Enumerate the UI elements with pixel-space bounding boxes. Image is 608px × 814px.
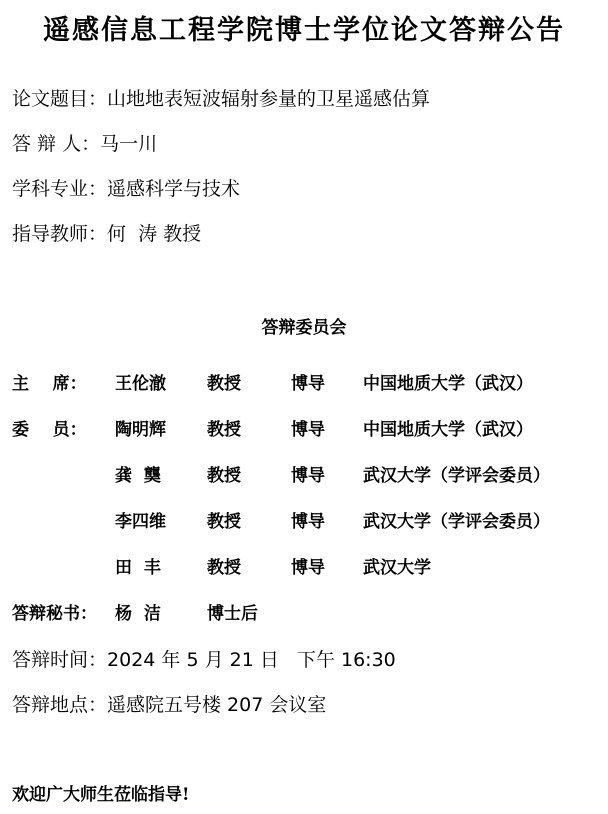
major-row (12, 174, 240, 201)
chair-label: 主 席： (12, 374, 87, 394)
candidate-label: 答 辩 人： (12, 133, 101, 155)
defense-location-row (12, 690, 326, 717)
member-institution: 武汉大学（学评会委员） (363, 512, 550, 532)
member-label: 委 员： (12, 420, 87, 440)
candidate-value: 马一川 (100, 133, 158, 155)
member-institution: 中国地质大学（武汉） (363, 374, 533, 394)
secretary-name: 杨 洁 (115, 604, 161, 624)
thesis-title-label: 论文题目： (12, 88, 108, 110)
advisor-row (12, 219, 201, 246)
member-name: 龚 龑 (115, 466, 161, 486)
member-name: 李四维 (115, 512, 166, 532)
member-supervisor: 博导 (291, 558, 325, 578)
member-title: 教授 (207, 512, 241, 532)
member-name: 王伦澈 (115, 374, 166, 394)
page-title: 遥感信息工程学院博士学位论文答辩公告 (43, 15, 565, 46)
member-supervisor: 博导 (291, 420, 325, 440)
thesis-title-row (12, 84, 430, 111)
member-institution: 中国地质大学（武汉） (363, 420, 533, 440)
member-supervisor: 博导 (291, 512, 325, 532)
advisor-value: 何 涛 教授 (107, 223, 202, 245)
committee-heading: 答辩委员会 (261, 318, 347, 338)
closing-text: 欢迎广大师生莅临指导! (12, 785, 190, 805)
defense-time-value: 2024 年 5 月 21 日 下午 16:30 (107, 649, 396, 671)
defense-time-label: 答辩时间： (12, 649, 108, 671)
member-title: 教授 (207, 558, 241, 578)
secretary-title: 博士后 (207, 604, 258, 624)
member-institution: 武汉大学（学评会委员） (363, 466, 550, 486)
defense-location-label: 答辩地点： (12, 694, 108, 716)
thesis-title-value: 山地地表短波辐射参量的卫星遥感估算 (107, 88, 431, 110)
defense-time-row (12, 645, 396, 672)
member-title: 教授 (207, 374, 241, 394)
member-supervisor: 博导 (291, 374, 325, 394)
member-title: 教授 (207, 466, 241, 486)
defense-location-value: 遥感院五号楼 207 会议室 (107, 694, 327, 716)
member-name: 陶明辉 (115, 420, 166, 440)
major-value: 遥感科学与技术 (107, 178, 241, 200)
member-title: 教授 (207, 420, 241, 440)
member-supervisor: 博导 (291, 466, 325, 486)
candidate-row (12, 129, 157, 156)
member-institution: 武汉大学 (363, 558, 431, 578)
advisor-label: 指导教师： (12, 223, 108, 245)
major-label: 学科专业： (12, 178, 108, 200)
secretary-label: 答辩秘书： (12, 604, 97, 624)
member-name: 田 丰 (115, 558, 161, 578)
